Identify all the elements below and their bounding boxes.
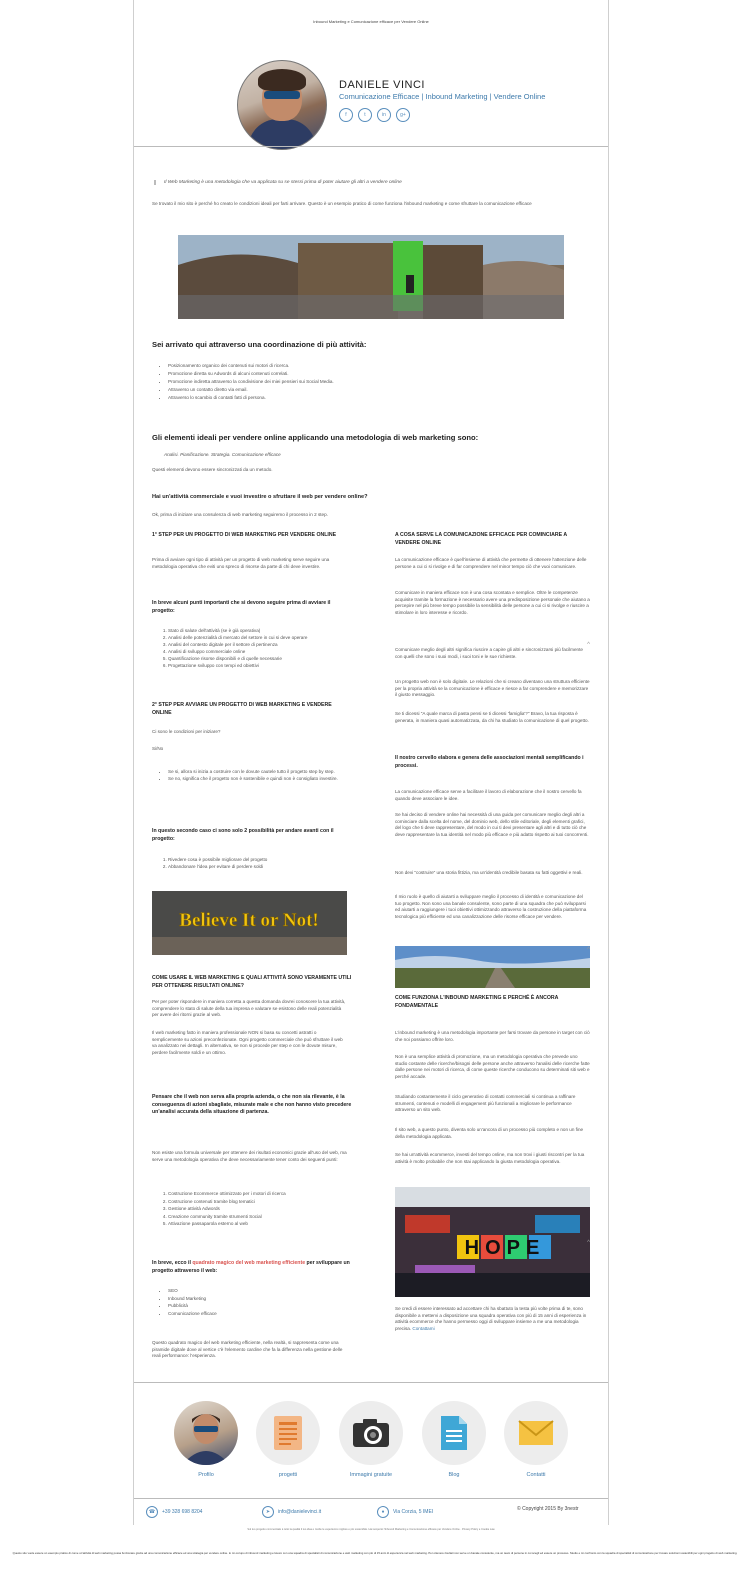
quadrato-title: In breve, ecco il quadrato magico del web marketing efficiente per sviluppare un progetto attraverso il web: (152, 1260, 350, 1274)
meglio-text: Comunicare meglio degli altri significa riuscire a capire gli altri e sincronizzarsi più facilmente con quelli che sono i suoi modi, i suoi toni e le sue richieste. (395, 647, 583, 659)
list-item: 1. Costruzione Ecommerce ottimizzato per i motori di ricerca (168, 1190, 363, 1198)
list-item: 1. Rivedere cosa è possibile migliorare del progetto (168, 856, 363, 863)
step2-question: Ci sono le condizioni per iniziare? (152, 729, 221, 734)
cervello-text: La comunicazione efficace serve a facilitare il lavoro di elaborazione che il nostro cervello fa quando deve associare le idee. (395, 789, 582, 801)
scroll-up-icon[interactable]: ^ (587, 1240, 590, 1246)
come-funziona-title: COME FUNZIONA L'INBOUND MARKETING E PERCHÉ È ANCORA FONDAMENTALE (395, 995, 559, 1009)
list-item: 5. Quantificazione risorse disponibili e di quelle necessarie (168, 655, 363, 662)
nav-label-profilo[interactable]: Profilo (198, 1472, 214, 1478)
hero-landscape-image (178, 235, 564, 319)
author-tagline: Comunicazione Efficace | Inbound Marketing | Vendere Online (339, 92, 546, 101)
quadrato-link[interactable]: quadrato magico del web marketing efficiente (192, 1260, 306, 1266)
breve-title: In breve alcuni punti importanti che si devono seguire prima di avviare il progetto: (152, 600, 331, 614)
section-title-attivita: Hai un'attività commerciale e vuoi investire o sfruttare il web per vendere online? (152, 494, 368, 500)
nav-icons (134, 1385, 608, 1495)
site-footer-text: Questo sito vuole essere un esempio pratico di come un'attività di web marketing possa funzionare grazie ad una comunicazione efficace ed una strategia per vendere online. Io mi occupo di inbound marketing e lavoro con una squadra di specialisti di comunicazione e web marketing con più di 15 anni di esperienza nel web marketing. Per ottenere risultati non serve un banale consulente, ma un team di persone in cui scegli ed essere un processo. Studio e mi confronto con la squadra di specialisti di comunicazione per trovare soluzioni sostenibili per ogni progetto di web marketing. (12, 1551, 738, 1555)
list-item: • Inbound Marketing (168, 1295, 358, 1303)
hope-sign-text: HOPE (464, 1237, 546, 1259)
contact-bar (134, 1498, 608, 1525)
author-name: DANIELE VINCI (339, 79, 425, 91)
article-quote: Il Web Marketing è una metodologia che va applicata su se stessi prima di poter aiutare gli altri a vendere online (154, 180, 402, 185)
document-icon[interactable] (256, 1401, 320, 1465)
list-item: • Attraverso un contatto diretto via email. (168, 386, 568, 394)
list-item: 1. Stato di salute dell'attività (se è già operativa) (168, 627, 363, 634)
nav-label-immagini[interactable]: Immagini gratuite (349, 1472, 393, 1478)
step1-text: Prima di avviare ogni tipo di attività per un progetto di web marketing serve seguire una metodologia operativa che eviti uno spreco di risorse da parte di chi deve investire. (152, 557, 330, 569)
list-item: • Pubblicità (168, 1302, 358, 1310)
list-item: 3. Gestione attività Adwords (168, 1205, 363, 1213)
inbound-text: L'inbound marketing è una metodologia importante per farsi trovare da persone in target con ciò che noi possiamo offrire loro. (395, 1030, 590, 1042)
small-note: Sul tuo progetto commerciale è tutto la qualità il tuo idea e rivolte le esperienze migliore e più sostenibile. Hai scoperto l'Inbound Marketing e Comunicazione efficace per Vendere Online · Privacy Policy e Cookie Law (247, 1528, 495, 1531)
list-item: 2. Analisi delle potenzialità di mercato del settore in cui si deve operare (168, 634, 363, 641)
googleplus-icon[interactable]: g+ (396, 108, 410, 122)
profile-avatar[interactable] (237, 60, 327, 150)
send-icon: ➤ (262, 1506, 274, 1518)
list-item: • Promozione indiretta attraverso la condivisione dei miei pensieri sui Social Media. (168, 378, 568, 386)
cervello-title: Il nostro cervello elabora e genera delle associazioni mentali semplificando i processi. (395, 755, 584, 769)
studiando-text: Studiando costantemente il ciclo generativo di contatti commerciali si continua a raffinare strumenti, contenuti e modelli di engagement più funzionali a migliorare le performance attraverso un sito web. (395, 1094, 576, 1112)
section-title-elementi: Gli elementi ideali per vendere online applicando una metodologia di web marketing sono: (152, 433, 479, 442)
phone-icon: ☎ (146, 1506, 158, 1518)
divider (134, 1382, 608, 1383)
email-contact[interactable]: ➤ info@danielevinci.it (262, 1506, 321, 1518)
list-item: 5. Attivazione passaparola esterno al web (168, 1220, 363, 1228)
location-pin-icon: ● (377, 1506, 389, 1518)
site-top-title: Inbound Marketing e Comunicazione efficace per Vendere Online (313, 19, 429, 24)
activity-list (156, 362, 568, 402)
come-usare-text1: Per per poter rispondere in maniera corretta a questa domanda dovrei conoscere la tua attività, comprendere lo stato di salute della tua impresa e valutare se esistono delle reali potenzialità per avere dei ritorni grazie al web. (152, 999, 346, 1017)
interessato-text: Se credi di essere interessato ad accettare chi ha sbattuto la testa più volte prima di te, sono disponibile a mettervi a disposizione una squadra operativa con più di 15 anni di esperienza in attività ecommerce che hanno permesso oggi di sviluppare insieme a me una metodologia precisa. Contattami (395, 1306, 587, 1331)
article-intro: Se trovato il mio sito è perché ho creato le condizioni ideali per farti arrivare. Questo è un esempio pratico di come funziona l'inbound marketing e come sfruttare la comunicazione efficace (152, 201, 532, 206)
guida-text: Se hai deciso di vendere online hai necessità di una guida per comunicare meglio degli altri a cominciare dalla scelta del nome, del dominio web, dello stile editoriale, degli elementi grafici, del logo che ti deve rappresentare, del modo in cui ti devi presentare agli altri e di tutto ciò che deve rappresentare la tua identità nel modo più efficace e più adatto rispetto ai tuoi concorrenti. (395, 812, 589, 837)
list-item: • SEO (168, 1287, 358, 1295)
phone-contact[interactable]: ☎ +39 328 698 8204 (146, 1506, 202, 1518)
sito-text: Il sito web, a questo punto, diventa solo un'ancora di un processo più completo e non un fine della metodologia applicata. (395, 1127, 584, 1139)
acosa-title: A COSA SERVE LA COMUNICAZIONE EFFICACE PER COMINCIARE A VENDERE ONLINE (395, 532, 567, 546)
caso-list (156, 856, 363, 870)
step1-title: 1° STEP PER UN PROGETTO DI WEB MARKETING PER VENDERE ONLINE (152, 532, 337, 538)
list-item: 6. Progettazione sviluppo con tempi ed obiettivi (168, 662, 363, 669)
list-item: 4. Creazione community tramite strumenti Social (168, 1213, 363, 1221)
list-item: 4. Analisi di sviluppo commerciale online (168, 648, 363, 655)
punti-list (156, 1190, 363, 1228)
list-item: 3. Analisi del contesto digitale per il settore di pertinenza (168, 641, 363, 648)
profile-avatar-icon[interactable] (174, 1401, 238, 1465)
copyright: © Copyright 2015 By 3nestr (517, 1506, 579, 1512)
storia-text: Non devi "costruire" una storia fittizia, ma un'identità credibile basata su fatti oggettivi e reali. (395, 870, 583, 875)
nav-label-contatti[interactable]: Contatti (526, 1472, 546, 1478)
step2-title: 2° STEP PER AVVIARE UN PROGETTO DI WEB MARKETING E VENDERE ONLINE (152, 702, 332, 716)
nav-label-progetti[interactable]: progetti (278, 1472, 298, 1478)
list-item: • Comunicazione efficace (168, 1310, 358, 1318)
promozione-text: Non è una semplice attività di promozione, ma un metodologia operativa che prevede uno studio costante delle ricerche/bisogni delle persone anche attraverso l'analisi delle ricerche fatte dalle persone nei motori di ricerca, di come queste ricerche conducono su determinati siti web e perché accade. (395, 1054, 590, 1079)
linkedin-icon[interactable]: in (377, 108, 391, 122)
consulenza-text: Ok, prima di iniziare una consulenza di web marketing seguiremo il processo in 2 step. (152, 512, 328, 517)
believe-sign-text: Believe It or Not! (179, 910, 319, 931)
hope-billboard-image (395, 1187, 590, 1297)
elementi-sync: Questi elementi devono essere sincronizzati da un metodo. (152, 467, 273, 472)
list-item: 2. Costruzione contenuti tramite blog tematici (168, 1198, 363, 1206)
formula-text: Non esiste una formula universale per ottenere dei risultati economici grazie all'uso del web, ma serve una metodologia operativa che deve necessariamente tener conto dei seguenti punti: (152, 1150, 347, 1162)
camera-icon[interactable] (339, 1401, 403, 1465)
scroll-up-icon[interactable]: ^ (587, 642, 590, 648)
believe-it-or-not-image (152, 891, 347, 955)
sino-list (156, 768, 358, 782)
envelope-icon[interactable] (504, 1401, 568, 1465)
file-icon[interactable] (422, 1401, 486, 1465)
ruolo-text: Il mio ruolo è quello di aiutarti a sviluppare meglio il processo di identità e comunicazione del tuo progetto. Non sono una banale consulente, sono parte di una squadra che può svilupparsi ed aiutarti a raggiungere i tuoi obiettivi ottimizzando attraverso la costruzione della piattaforma tecnologica più efficiente ed una canalizzazione delle risorse efficace per vendere. (395, 894, 587, 919)
acosa-text: La comunicazione efficace è quell'insieme di attività che permette di ottenere l'attenzione delle persone a cui ci si rivolge e di far comprendere nel minor tempo ciò che vuoi comunicare. (395, 557, 587, 569)
social-links (339, 108, 410, 122)
list-item: • Se no, significa che il progetto non è sostenibile e quindi non è consigliato investire. (168, 775, 358, 782)
come-usare-title: COME USARE IL WEB MARKETING E QUALI ATTIVITÀ SONO VERAMENTE UTILI PER OTTENERE RISULTATI ONLINE? (152, 975, 352, 989)
comunicare-text: Comunicare in maniera efficace non è una cosa scontata e semplice. Oltre le competenze acquisite tramite la formazione è necessario avere una predisposizione personale che aiutano a percepire nel più breve tempo possibile la sensibilità delle persone a cui ci si rivolge e riuscire a stimolare in loro interesse e ricordo. (395, 590, 590, 615)
caso-title: In questo secondo caso ci sono solo 2 possibilità per andare avanti con il progetto: (152, 828, 334, 842)
address-contact[interactable]: ● Via Corzia, 5 IMEI (377, 1506, 433, 1518)
list-item: 2. Abbandonare l'idea per evitare di perdere soldi (168, 863, 363, 870)
twitter-icon[interactable]: t (358, 108, 372, 122)
quadrato-text: Questo quadrato magico del web marketing efficiente, nella realtà, si rappresenta come una piramide digitale dove al vertice c'è l'elemento cardine che fa la differenza nella gestione delle reali performance: l'esperienza. (152, 1340, 343, 1358)
list-item: • Posizionamento organico dei contenuti sui motori di ricerca. (168, 362, 568, 370)
list-item: • Se si, allora si inizia a costruire con le dovute cautele tutto il progetto step by step. (168, 768, 358, 775)
nav-label-blog[interactable]: Blog (448, 1472, 460, 1478)
page-column (133, 0, 609, 1531)
progetto-text: Un progetto web non è solo digitale. Le relazioni che si creano diventano una struttura efficiente per la propria attività se la comunicazione è efficace e riesce a far comprendere e memorizzare il giusto messaggio. (395, 679, 590, 697)
scroll-up-icon[interactable]: ^ (587, 947, 590, 953)
come-usare-text2: Il web marketing fatto in maniera professionale NON si basa su concetti astratti o semplicemente su azioni preconfezionate. Ogni progetto commerciale che può sfruttare il web va analizzato nei dettagli. In alternativa, se non si procede per step e con le dovute misure, perdere facilmente soldi e un ottimo. (152, 1030, 343, 1055)
contattami-link[interactable]: Contattami (412, 1325, 435, 1331)
divider (134, 146, 608, 147)
facebook-icon[interactable]: f (339, 108, 353, 122)
famiglia-text: Se ti dicessi "A quale marca di pasta pensi se ti dicessi 'famiglia'?" Bravo, la tua risposta è generata, in maniera quasi automatizzata, da chi ha studiato la comunicazione di quel progetto. (395, 711, 589, 723)
elementi-list: Analisi. Pianificazione. Strategia. Comunicazione efficace (164, 452, 281, 457)
section-title-arrivato: Sei arrivato qui attraverso una coordinazione di più attività: (152, 340, 367, 349)
profile-header (134, 24, 608, 154)
list-item: • Attraverso lo scambio di contatti fatti di persona. (168, 394, 568, 402)
pensare-title: Pensare che il web non serva alla propria azienda, o che non sia rilevante, è la conseguenza di azioni sbagliate, misurate male e che non hanno visto precedere un'analisi accurata della situazione di partenza. (152, 1094, 352, 1115)
quadrato-list (156, 1287, 358, 1317)
ecommerce-text: Se hai un'attività ecommerce, investi del tempo online, ma non trovi i giusti riscontri per la tua attività è molto probabile che non stai applicando la giusta metodologia operativa. (395, 1152, 585, 1164)
list-item: • Promozione diretta su Adwords di alcuni contenuti correlati. (168, 370, 568, 378)
breve-list (156, 627, 363, 669)
step2-sino: Si/No (152, 746, 164, 751)
landscape-road-image (395, 946, 590, 988)
